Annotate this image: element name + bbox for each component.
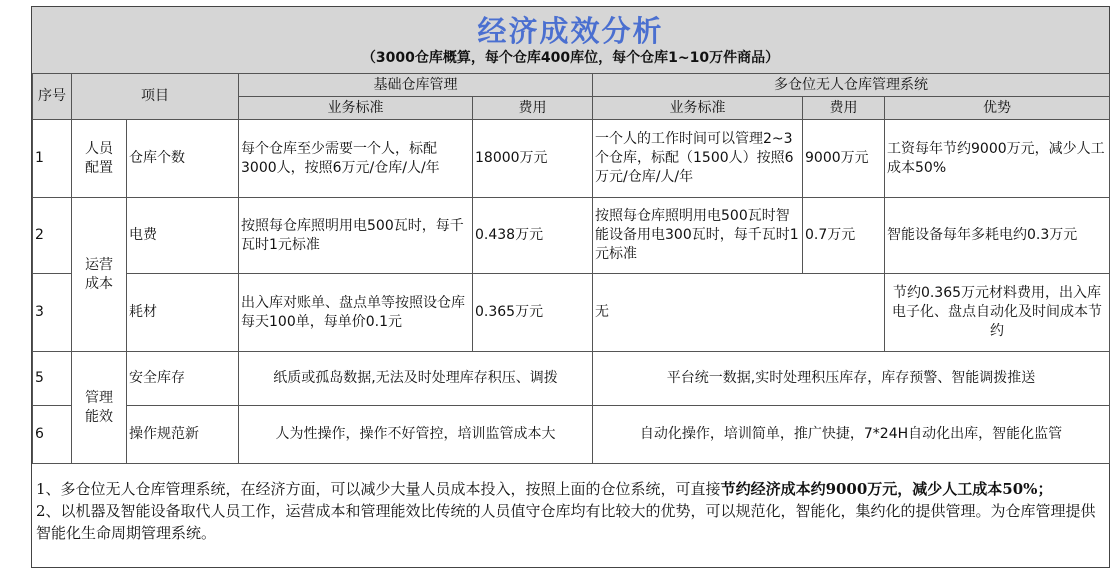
multi-text-cell: 平台统一数据,实时处理积压库存，库存预警、智能调拨推送 [593, 352, 1110, 406]
note-1-highlight: 节约经济成本约9000万元，减少人工成本50% [720, 480, 1038, 498]
row-seq: 3 [33, 274, 72, 352]
table-row [33, 120, 1110, 198]
note-1-text: 1、多仓位无人仓库管理系统，在经济方面，可以减少大量人员成本投入，按照上面的仓位系统，可直接 [36, 480, 721, 498]
note-2: 2、以机器及智能设备取代人员工作，运营成本和管理能效比传统的人员值守仓库均有比较大的优势，可以规范化，智能化，集约化的提供管理。为仓库管理提供智能化生命周期管理系统。 [36, 502, 1096, 542]
note-1 [36, 478, 1105, 500]
row-seq: 5 [33, 352, 72, 406]
multi-std-cell: 一个人的工作时间可以管理2~3个仓库，标配（1500人）按照6万元/仓库/人/年 [593, 120, 803, 198]
row-item: 安全库存 [127, 352, 239, 406]
row-item: 仓库个数 [127, 120, 239, 198]
basic-std-cell: 每个仓库至少需要一个人，标配3000人，按照6万元/仓库/人/年 [239, 120, 473, 198]
basic-text-cell: 纸质或孤岛数据,无法及时处理库存积压、调拨 [239, 352, 593, 406]
header-item: 项目 [72, 74, 239, 120]
row-item: 操作规范新 [127, 406, 239, 464]
advantage-cell: 节约0.365万元材料费用，出入库电子化、盘点自动化及时间成本节约 [885, 274, 1110, 352]
advantage-cell: 工资每年节约9000万元，减少人工成本50% [885, 120, 1110, 198]
basic-cost-cell: 18000万元 [473, 120, 593, 198]
header-multi-cost: 费用 [803, 97, 885, 120]
multi-text-cell: 自动化操作，培训简单，推广快捷，7*24H自动化出库，智能化监管 [593, 406, 1110, 464]
table-row [33, 406, 1110, 464]
row-seq: 1 [33, 120, 72, 198]
header-seq: 序号 [33, 74, 72, 120]
page-title: 经济成效分析 [477, 14, 664, 48]
header-multi-std: 业务标准 [593, 97, 803, 120]
category-management: 管理能效 [72, 352, 127, 464]
row-seq: 2 [33, 198, 72, 274]
note-1-end: ； [1037, 480, 1053, 498]
comparison-table [32, 73, 1110, 464]
analysis-sheet [31, 6, 1110, 568]
header-basic-group: 基础仓库管理 [239, 74, 593, 97]
table-row [33, 198, 1110, 274]
title-block [32, 7, 1109, 74]
advantage-cell: 智能设备每年多耗电约0.3万元 [885, 198, 1110, 274]
multi-std-cell: 按照每仓库照明用电500瓦时智能设备用电300瓦时，每千瓦时1元标准 [593, 198, 803, 274]
multi-cost-cell: 0.7万元 [803, 198, 885, 274]
row-item: 电费 [127, 198, 239, 274]
summary-notes [32, 475, 1109, 567]
header-basic-std: 业务标准 [239, 97, 473, 120]
multi-cost-cell: 9000万元 [803, 120, 885, 198]
basic-std-cell: 按照每仓库照明用电500瓦时，每千瓦时1元标准 [239, 198, 473, 274]
header-basic-cost: 费用 [473, 97, 593, 120]
basic-cost-cell: 0.365万元 [473, 274, 593, 352]
row-item: 耗材 [127, 274, 239, 352]
row-seq: 6 [33, 406, 72, 464]
category-personnel: 人员配置 [72, 120, 127, 198]
category-operation: 运营成本 [72, 198, 127, 352]
multi-std-cell: 无 [593, 274, 885, 352]
header-advantage: 优势 [885, 97, 1110, 120]
table-row [33, 274, 1110, 352]
basic-std-cell: 出入库对账单、盘点单等按照设仓库每天100单，每单价0.1元 [239, 274, 473, 352]
basic-text-cell: 人为性操作，操作不好管控，培训监管成本大 [239, 406, 593, 464]
header-multi-group: 多仓位无人仓库管理系统 [593, 74, 1110, 97]
page-subtitle: （3000仓库概算，每个仓库400库位，每个仓库1~10万件商品） [361, 50, 780, 66]
basic-cost-cell: 0.438万元 [473, 198, 593, 274]
table-row [33, 352, 1110, 406]
